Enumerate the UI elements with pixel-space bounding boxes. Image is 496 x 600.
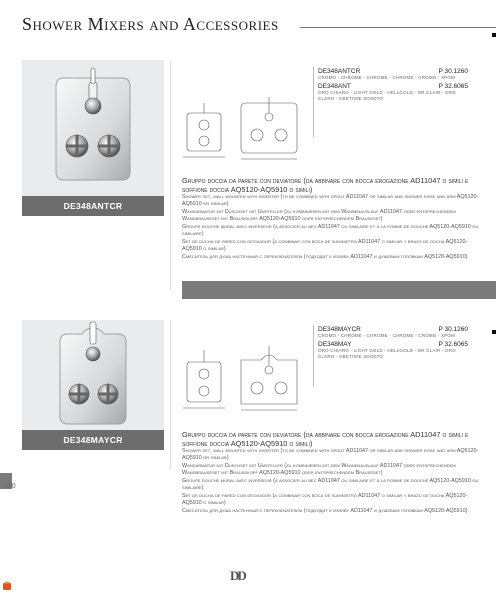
description-line: Shower set, wall mounted with diverter (to be combined with spout AD11047 or similar and shower rose and arm AQ5120-AQ5910 or similar) bbox=[182, 448, 479, 461]
product-photo bbox=[22, 320, 164, 450]
product-description bbox=[182, 177, 482, 261]
variant-price: P 32.6065 bbox=[438, 83, 468, 90]
page-tab-marker bbox=[492, 33, 496, 37]
variant-code: DE348ANT bbox=[318, 83, 351, 90]
price-box bbox=[318, 324, 468, 360]
product-code-label: DE348MAYCR bbox=[22, 430, 164, 450]
variant-finishes: CROMO - CHROME - CHROME - CHROME - CROMO - ХРОМ bbox=[318, 75, 456, 80]
variant-code: DE348MAYCR bbox=[318, 326, 361, 333]
variant-finishes: ORO CHIARO - LIGHT GOLD - HELLGOLD - OR CLAIR - ORO CLARO - СВЕТЛОЕ ЗОЛОТО bbox=[318, 90, 456, 101]
price-box-border bbox=[313, 67, 314, 137]
brand-logo: DD bbox=[230, 568, 245, 583]
description-title: Gruppo doccia da parete con deviatore (da abbinare con bocca erogazione AD11047 o simili e soffione doccia AQ5120-AQ5910 o simili) bbox=[182, 430, 469, 448]
section-rule bbox=[170, 60, 171, 290]
price-row bbox=[318, 68, 468, 75]
technical-drawing bbox=[183, 346, 308, 416]
variant-price: P 30.1260 bbox=[438, 68, 468, 75]
section-rule bbox=[170, 320, 171, 470]
product-code-label: DE348ANTCR bbox=[22, 196, 164, 216]
description-title: Gruppo doccia da parete con deviatore (da abbinare con bocca erogazione AD11047 o simili e soffione doccia AQ5120-AQ5910 o simili) bbox=[182, 176, 469, 194]
description-line: Set de ducha de pared con desviador (a combinar con boca de suministro AD11047 o similar y brazo de ducha AQ5120-AQ5910 o similar) bbox=[182, 239, 468, 252]
variant-code: DE348MAY bbox=[318, 341, 352, 348]
price-row bbox=[318, 83, 468, 90]
description-line: Wandarmatur mit Duschset mit Umsteller (zu kombinieren mit dem Wannenauslauf AD11047 oder entsprechendem Wandbrauseset mit Brausekopf AQ5120-AQ5910 oder entsprechendem Brauseset) bbox=[182, 209, 456, 222]
price-row bbox=[318, 326, 468, 333]
stamp-icon bbox=[2, 581, 12, 591]
product-photo bbox=[22, 60, 164, 216]
variant-finishes: ORO CHIARO - LIGHT GOLD - HELLGOLD - OR CLAIR - ORO CLARO - СВЕТЛОЕ ЗОЛОТО bbox=[318, 348, 456, 359]
variant-price: P 32.6065 bbox=[438, 341, 468, 348]
variant-price: P 30.1260 bbox=[438, 326, 468, 333]
title-rule bbox=[300, 27, 496, 28]
price-row bbox=[318, 341, 468, 348]
description-line: Wandarmatur mit Duschset mit Umsteller (zu kombinieren mit dem Wannenauslauf AD11047 oder entsprechendem Wandbrauseset mit Brausekopf AQ5120-AQ5910 oder entsprechendem Brauseset) bbox=[182, 463, 456, 476]
description-line: Groupe douche mural avec inverseur (à associer au bec AD11047 ou similaire et à la pomme de douche AQ5120-AQ5910 ou similaire) bbox=[182, 478, 479, 491]
description-line: Set de ducha de pared con desviador (a combinar con boca de suministro AD11047 o similar y brazo de ducha AQ5120-AQ5910 o similar) bbox=[182, 493, 468, 506]
description-line: Смеситель для душа настенный с переключателем (подходит к изливу AD11047 и душевым головкам AQ5120-AQ5910) bbox=[182, 254, 468, 260]
page-title: Shower Mixers and Accessories bbox=[22, 14, 279, 34]
price-box-border bbox=[313, 325, 314, 387]
price-box bbox=[318, 66, 468, 102]
description-line: Смеситель для душа настенный с переключателем (подходит к изливу AD11047 и душевым головкам AQ5120-AQ5910) bbox=[182, 508, 468, 514]
section-divider-bar bbox=[182, 281, 496, 299]
page-tab-marker bbox=[492, 330, 496, 334]
technical-drawing bbox=[183, 95, 308, 165]
description-line: Groupe douche mural avec inverseur (à associer au bec AD11047 ou similaire et à la pomme de douche AQ5120-AQ5910 ou similaire) bbox=[182, 224, 479, 237]
page-number: 130 bbox=[4, 483, 16, 490]
variant-finishes: CROMO - CHROME - CHROME - CHROME - CROMO - ХРОМ bbox=[318, 333, 456, 338]
product-description bbox=[182, 431, 482, 515]
shower-mixer-image bbox=[22, 60, 164, 196]
variant-code: DE348ANTCR bbox=[318, 68, 361, 75]
description-line: Shower set, wall mounted with diverter (to be combined with spout AD11047 or similar and shower rose and arm AQ5120-AQ5910 or similar) bbox=[182, 194, 479, 207]
shower-mixer-image bbox=[22, 320, 164, 430]
